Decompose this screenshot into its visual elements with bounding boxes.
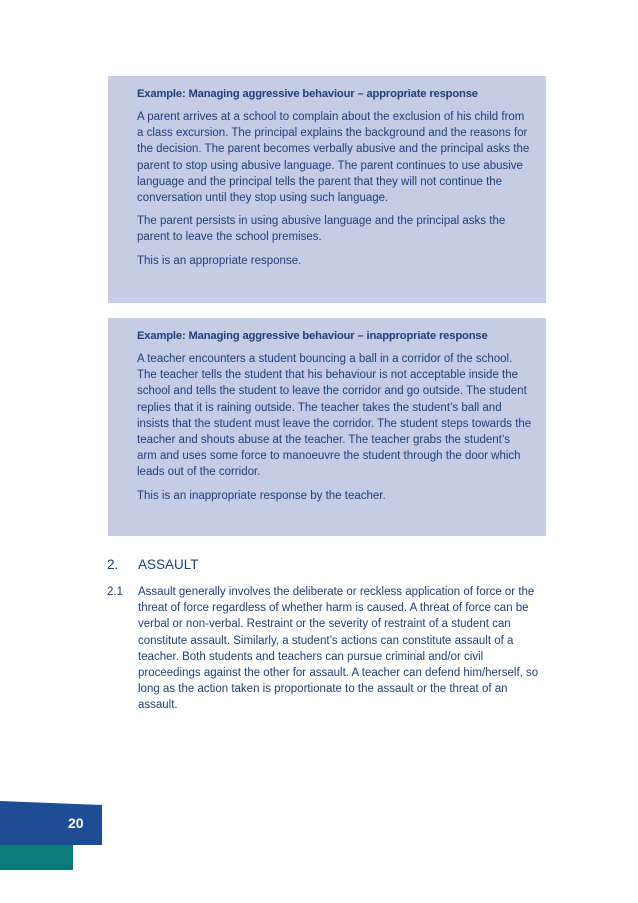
example-conclusion: This is an appropriate response. (137, 254, 302, 267)
example-paragraph: A teacher encounters a student bouncing a ball in a corridor of the school. The teacher tells the student that his behaviour is not acceptable inside the school and tells the student to leave the corridor and go outside. The student replies that it is raining outside. The teacher takes the student’s ball and insists that the student must leave the corridor. The student steps towards the teacher and shouts abuse at the teacher. The teacher grabs the student’s arm and uses some force to manoeuvre the student through the door which leads out of the corridor. (137, 353, 532, 479)
example-box-inappropriate (108, 318, 546, 536)
section-heading (107, 556, 199, 574)
footer-teal-tab (0, 845, 73, 870)
example-title: Example: Managing aggressive behaviour – inappropriate response (137, 330, 488, 342)
section-number: 2. (107, 557, 119, 572)
example-paragraph: A parent arrives at a school to complain about the exclusion of his child from a class excursion. The principal explains the background and the reasons for the decision. The parent becomes verbally abusive and the principal asks the parent to stop using abusive language. The parent continues to use abusive language and the principal tells the parent that they will not continue the conversation until they stop using such language. (137, 111, 530, 205)
clause-text: Assault generally involves the deliberate or reckless application of force or the threat of force regardless of whether harm is caused. A threat of force can be verbal or non-verbal. Restraint or the severity of restraint of a student can constitute assault. Similarly, a student’s actions can constitute assault of a teacher. Both students and teachers can pursue criminal and/or civil proceedings against the other for assault. A teacher can defend him/herself, so long as the action taken is proportionate to the assault or the threat of an assault. (138, 586, 539, 712)
clause (107, 584, 547, 714)
example-paragraph: The parent persists in using abusive language and the principal asks the parent to leave the school premises. (137, 215, 506, 244)
example-title: Example: Managing aggressive behaviour – appropriate response (137, 88, 478, 100)
footer-blue-tab (0, 801, 102, 845)
example-conclusion: This is an inappropriate response by the teacher. (137, 489, 386, 502)
example-box-appropriate (108, 76, 546, 303)
section-title: ASSAULT (138, 557, 199, 572)
page-number: 20 (68, 815, 84, 831)
clause-number: 2.1 (107, 586, 123, 598)
